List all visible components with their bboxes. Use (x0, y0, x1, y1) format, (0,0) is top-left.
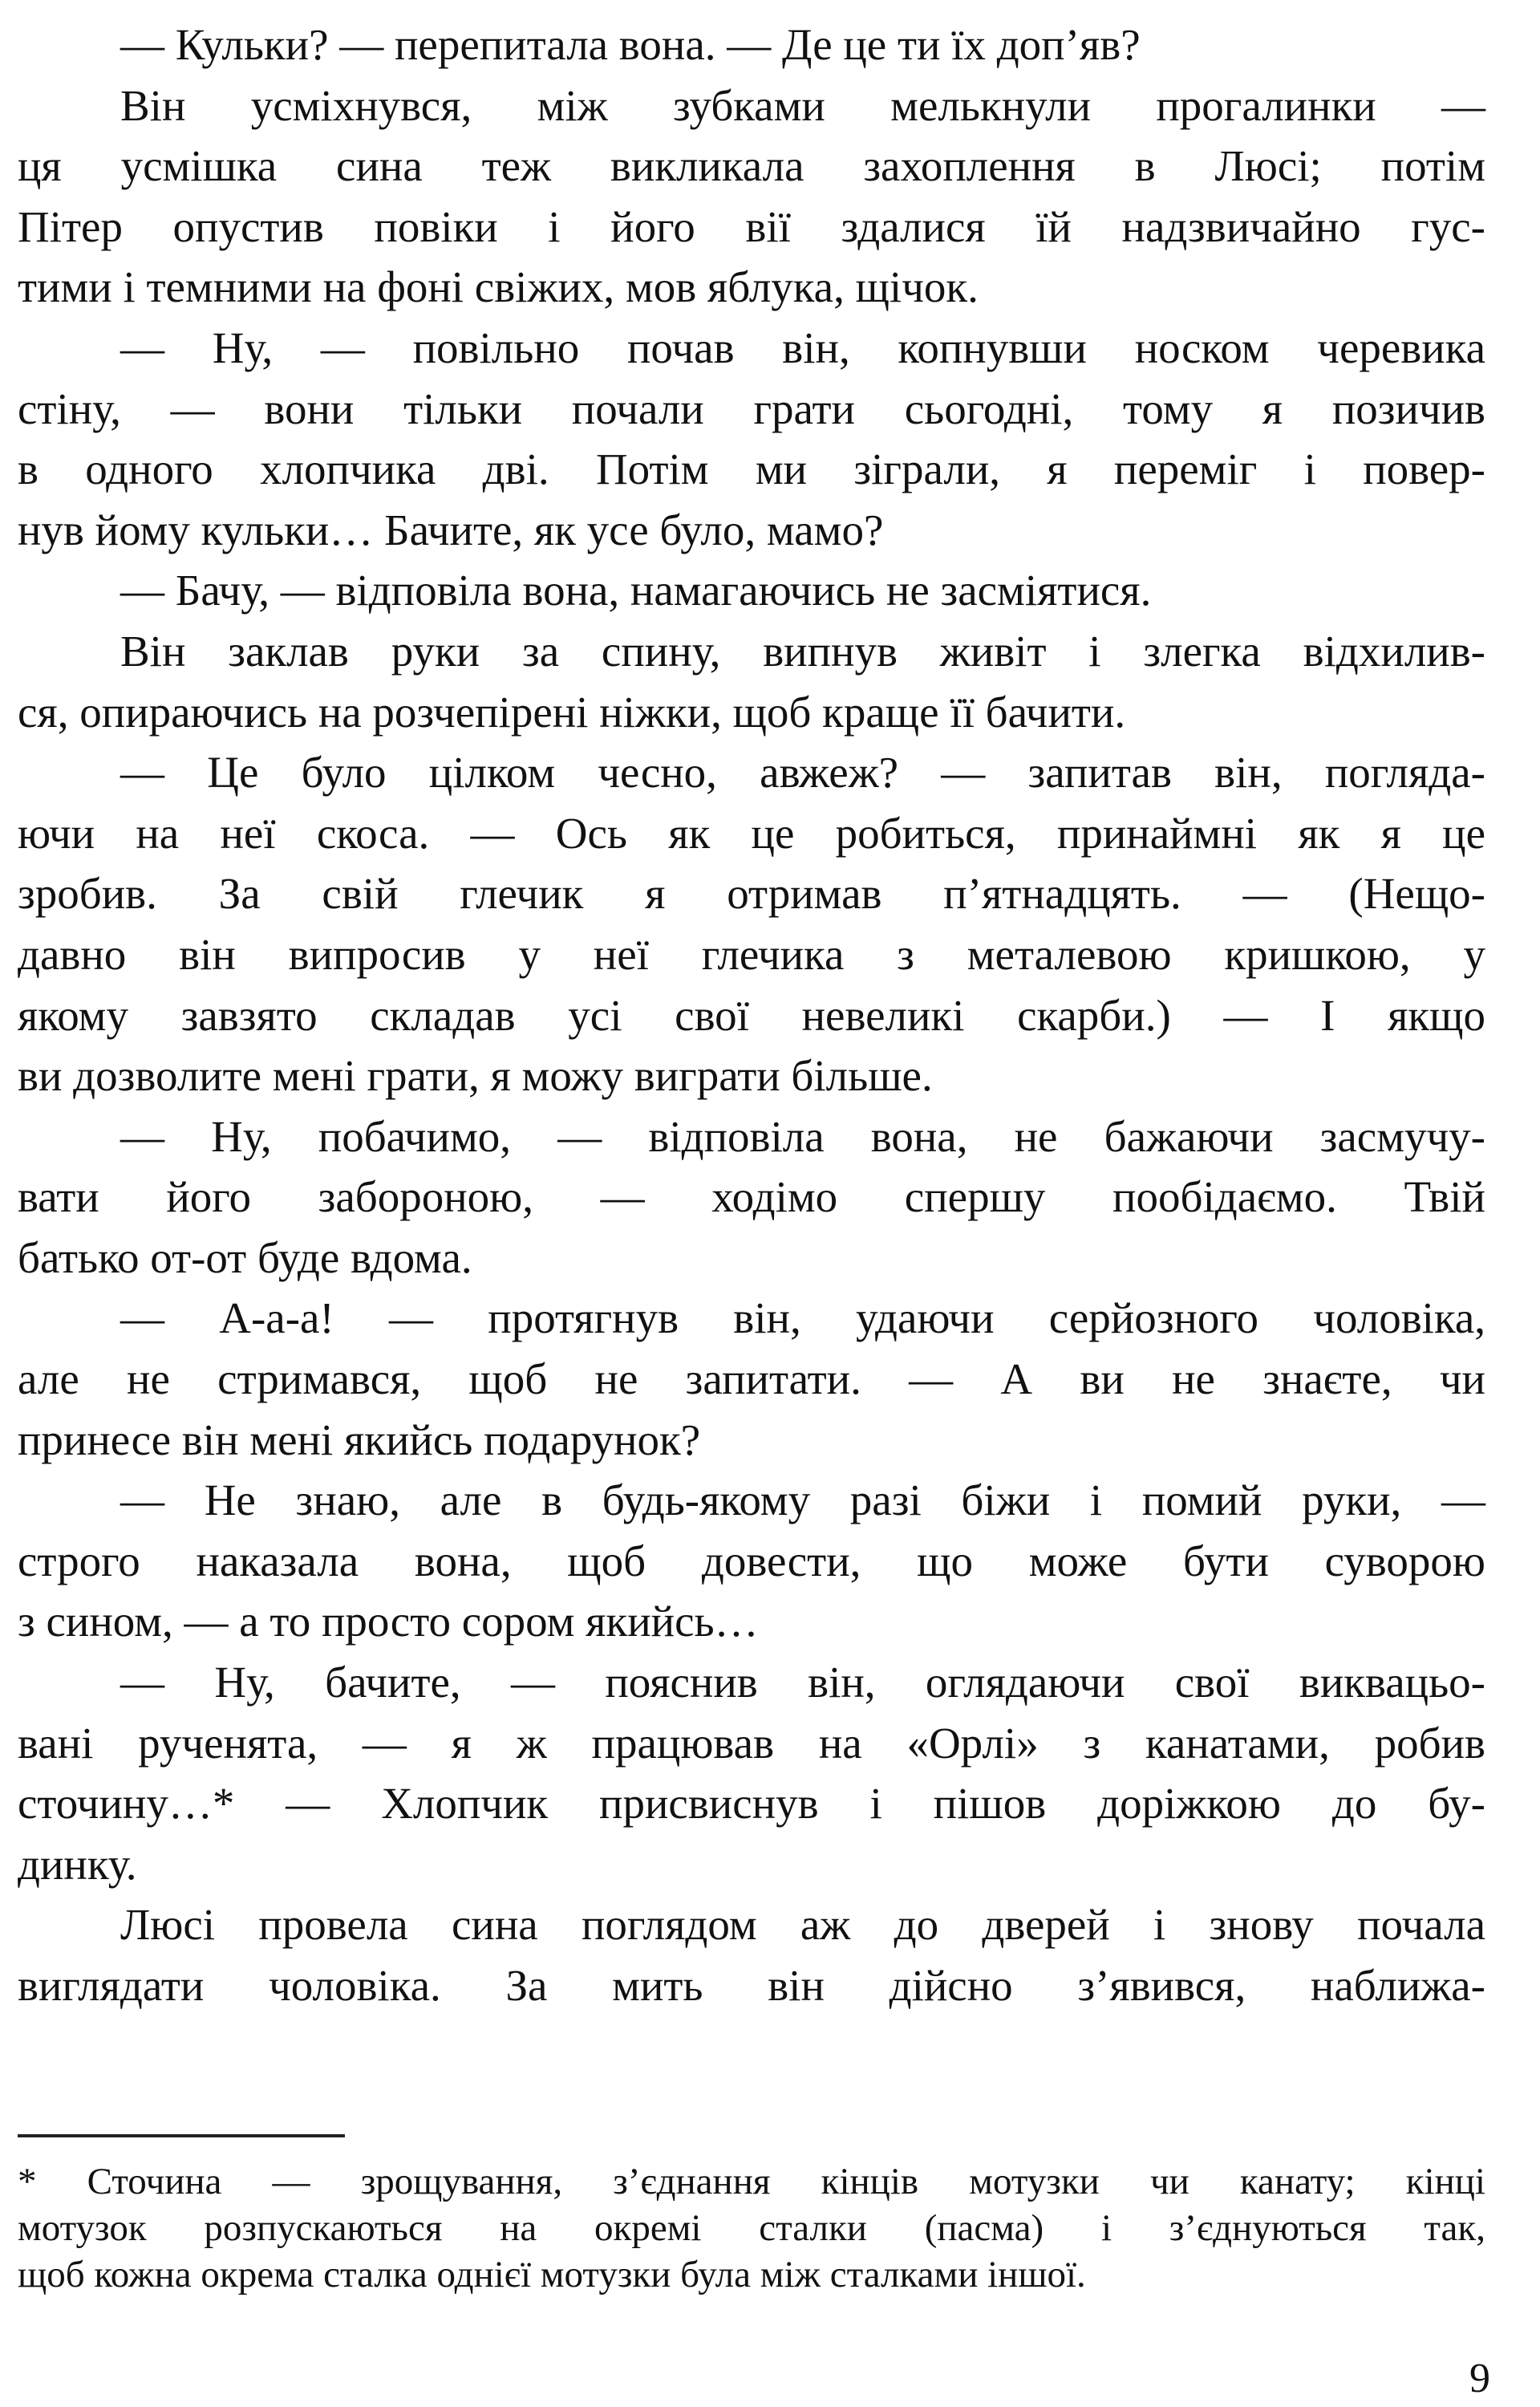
text-line: динку. (18, 1839, 137, 1889)
text-line: стіну, — вони тільки почали грати сьогодні, тому я позичив (18, 384, 1485, 433)
text-line: зробив. За свій глечик я отримав п’ятнадцять. — (Нещо- (18, 869, 1485, 919)
text-line: — А-а-а! — протягнув він, удаючи серйозного чоловіка, (120, 1293, 1485, 1343)
text-line: ючи на неї скоса. — Ось як це робиться, принаймні як я це (18, 808, 1485, 858)
footnote-line: * Сточина — зрощування, з’єднання кінців мотузки чи канату; кінці (18, 2161, 1485, 2202)
text-line: сточину…* — Хлопчик присвиснув і пішов доріжкою до бу- (18, 1779, 1485, 1829)
text-line: Люсі провела сина поглядом аж до дверей і знову почала (120, 1900, 1485, 1950)
text-line: — Не знаю, але в будь-якому разі біжи і помий руки, — (120, 1475, 1485, 1525)
text-line: тими і темними на фоні свіжих, мов яблука, щічок. (18, 262, 979, 312)
text-line: в одного хлопчика дві. Потім ми зіграли, я переміг і повер- (18, 444, 1485, 494)
text-line: батько от-от буде вдома. (18, 1232, 472, 1282)
text-line: але не стримався, щоб не запитати. — А ви не знаєте, чи (18, 1354, 1485, 1404)
text-line: ся, опираючись на розчепірені ніжки, щоб краще її бачити. (18, 687, 1126, 737)
text-line: якому завзято складав усі свої невеликі скарби.) — І якщо (18, 990, 1485, 1040)
text-line: з сином, — а то просто сором якийсь… (18, 1597, 759, 1646)
document-body (18, 14, 1485, 2016)
footnote-line: мотузок розпускаються на окремі сталки (пасма) і з’єднуються так, (18, 2207, 1485, 2249)
page-number: 9 (1469, 2356, 1490, 2401)
text-line: — Ну, — повільно почав він, копнувши носком черевика (120, 323, 1485, 372)
text-line: принесе він мені якийсь подарунок? (18, 1415, 701, 1464)
text-line: ви дозволите мені грати, я можу виграти більше. (18, 1051, 933, 1101)
footnote-line: щоб кожна окрема сталка однієї мотузки була між сталками іншої. (18, 2254, 1086, 2295)
text-line: виглядати чоловіка. За мить він дійсно з’явився, наближа- (18, 1961, 1485, 2010)
text-line: Пітер опустив повіки і його вії здалися їй надзвичайно гус- (18, 201, 1485, 251)
text-line: — Бачу, — відповіла вона, намагаючись не засміятися. (120, 566, 1152, 615)
footnote-separator (18, 2134, 345, 2137)
text-line: — Ну, побачимо, — відповіла вона, не бажаючи засмучу- (120, 1111, 1485, 1161)
text-line: Він усміхнувся, між зубками мелькнули прогалинки — (120, 80, 1485, 130)
text-line: — Ну, бачите, — пояснив він, оглядаючи свої виквацьо- (120, 1658, 1485, 1707)
text-line: — Це було цілком чесно, авжеж? — запитав він, погляда- (120, 748, 1485, 798)
text-line: — Кульки? — перепитала вона. — Де це ти їх доп’яв? (120, 20, 1141, 69)
text-line: давно він випросив у неї глечика з металевою кришкою, у (18, 929, 1485, 979)
text-line: строго наказала вона, щоб довести, що може бути суворою (18, 1536, 1485, 1585)
text-line: ця усмішка сина теж викликала захоплення в Люсі; потім (18, 141, 1485, 191)
text-line: Він заклав руки за спину, випнув живіт і злегка відхилив- (120, 626, 1485, 676)
text-line: нув йому кульки… Бачите, як усе було, мамо? (18, 505, 884, 554)
footnote (18, 2158, 1485, 2298)
text-line: вані рученята, — я ж працював на «Орлі» з канатами, робив (18, 1718, 1485, 1768)
text-line: вати його забороною, — ходімо спершу пообідаємо. Твій (18, 1172, 1485, 1222)
